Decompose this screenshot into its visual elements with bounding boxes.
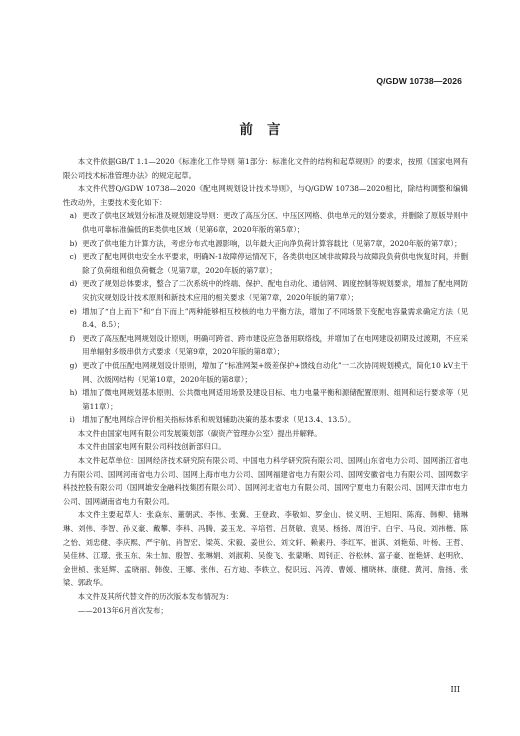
- list-item-marker: h): [69, 388, 78, 398]
- list-item-marker: g): [69, 360, 78, 370]
- list-item-text: 增加了“自上而下”和“自下而上”两种能够相互校核的电力平衡方法，增加了不同场景下变配电容量需求确定方法（见8.4、8.5）；: [82, 306, 468, 330]
- edition-history-item: ——2013年6月首次发布；: [77, 605, 168, 615]
- intro-paragraph-2: 本文件代替Q/GDW 10738—2020《配电网规划设计技术导则》，与Q/GDW 10738—2020相比，除结构调整和编辑性改动外，主要技术变化如下：: [63, 184, 468, 207]
- list-item-text: 更改了中低压配电网规划设计原则，增加了“标准网架+级差保护+馈线自动化”一二次协同规划模式，简化10 kV主干网、次级网结构（见第10章，2020年版的第8章）；: [82, 360, 468, 384]
- drafting-organizations: 本文件起草单位：国网经济技术研究院有限公司、中国电力科学研究院有限公司、国网山东省电力公司、国网浙江省电力有限公司、国网河南省电力公司、国网上海市电力公司、国网福建省电力有限公司、国网安徽省电力有限公司、国网数字科技控股有限公司（国网雄安金融科技集团有限公司）、国网河北省电力有限公司、国网宁夏电力有限公司、国网天津市电力公司、国网湖南省电力有限公司。: [63, 456, 468, 506]
- list-item-text: 增加了配电网综合评价相关指标体系和规划辅助决策的基本要求（见13.4、13.5）。: [82, 415, 356, 425]
- list-item-marker: f): [69, 333, 76, 343]
- proposer-statement: 本文件由国家电网有限公司发展策划部（碳资产管理办公室）提出并解释。: [77, 428, 322, 438]
- list-item-text: 更改了规划总体要求，整合了二次系统中的终端、保护、配电自动化、通信网、调度控制等规划要求，增加了配电网防灾抗灾规划设计技术原则和新技术应用的相关要求（见第7章，2020年版的第7章）；: [82, 279, 468, 302]
- technical-changes-list: [63, 209, 468, 427]
- list-item: [63, 277, 468, 304]
- list-item: [63, 386, 468, 413]
- drafters-list: 本文件主要起草人：张焱东、董朝武、李伟、张冀、王登政、李敬如、罗金山、侯义明、王旭阳、陈海、韩柳、储琳琳、刘伟、李智、孙义豪、戴攀、李科、冯腾、姜玉龙、辛培哲、吕贤敏、袁昊、杨扬、周泊宇、白宇、马良、刘祎楷、陈之怡、刘忠健、李庆熙、严宇航、肖智宏、梁英、宋毅、姜世公、刘文轩、赖素丹、李红军、崔淇、刘艳茹、叶杨、王哲、吴佳林、江璟、张玉东、朱士加、殷智、张琳娟、刘淑莉、吴俊飞、张蒙晰、周钊正、谷松林、富子豪、崔艳妍、赵明欣、金世桢、张延辉、孟晓丽、韩俊、王娜、张伟、石方迪、李轶立、倪识远、冯涛、曹媛、檀晓林、康健、黄河、詹扬、张梁、郭政华。: [63, 510, 468, 588]
- list-item: [63, 332, 468, 359]
- intro-paragraph-1: 本文件依据GB/T 1.1—2020《标准化工作导则 第1部分：标准化文件的结构和起草规则》的要求，按照《国家电网有限公司技术标准管理办法》的规定起草。: [63, 157, 468, 180]
- list-item: [63, 305, 468, 332]
- foreword-body: [63, 155, 468, 617]
- list-item-marker: b): [69, 238, 78, 248]
- list-item-marker: e): [69, 306, 77, 316]
- page-number: III: [450, 685, 460, 694]
- list-item-text: 更改了配电网供电安全水平要求，明确N-1故障停运情况下，各类供电区域非故障段与故障段负荷供电恢复时间，并删除了负荷组和组负荷概念（见第7章，2020年版的第7章）；: [82, 252, 468, 275]
- list-item-marker: a): [69, 211, 77, 221]
- page-title: 前言: [239, 122, 295, 138]
- list-item: [63, 250, 468, 277]
- edition-history-heading: 本文件及其所代替文件的历次版本发布情况为：: [77, 592, 234, 601]
- list-item-marker: i): [69, 415, 75, 425]
- list-item: [63, 413, 468, 427]
- centralized-unit-statement: 本文件由国家电网有限公司科技创新部归口。: [77, 442, 226, 452]
- standard-code: Q/GDW 10738—2026: [376, 76, 462, 86]
- list-item: [63, 237, 468, 251]
- list-item-text: 更改了供电区域划分标准及规划建设导则：更改了高压分区、中压区网格、供电单元的划分要求，并删除了原版导则中供电可靠标准偏低的E类供电区域（见第6章，2020年版的第5章）；: [82, 211, 468, 234]
- list-item-text: 更改了供电能力计算方法，考虑分布式电源影响，以年最大正向净负荷计算容载比（见第7章，2020年版的第7章）；: [82, 238, 462, 248]
- list-item: [63, 359, 468, 386]
- list-item-text: 更改了高压配电网规划设计原则，明确可跨省、跨市建设应急备用联络线，并增加了在电网建设初期及过渡期，不应采用单辐射多级串供方式要求（见第9章，2020年版的第8章）；: [82, 333, 468, 357]
- list-item-marker: c): [69, 252, 77, 262]
- list-item-text: 增加了微电网规划基本原则、公共微电网适用场景及建设目标、电力电量平衡和源储配置原则、组网和运行要求等（见第11章）；: [82, 388, 468, 411]
- list-item: [63, 209, 468, 236]
- list-item-marker: d): [69, 279, 78, 289]
